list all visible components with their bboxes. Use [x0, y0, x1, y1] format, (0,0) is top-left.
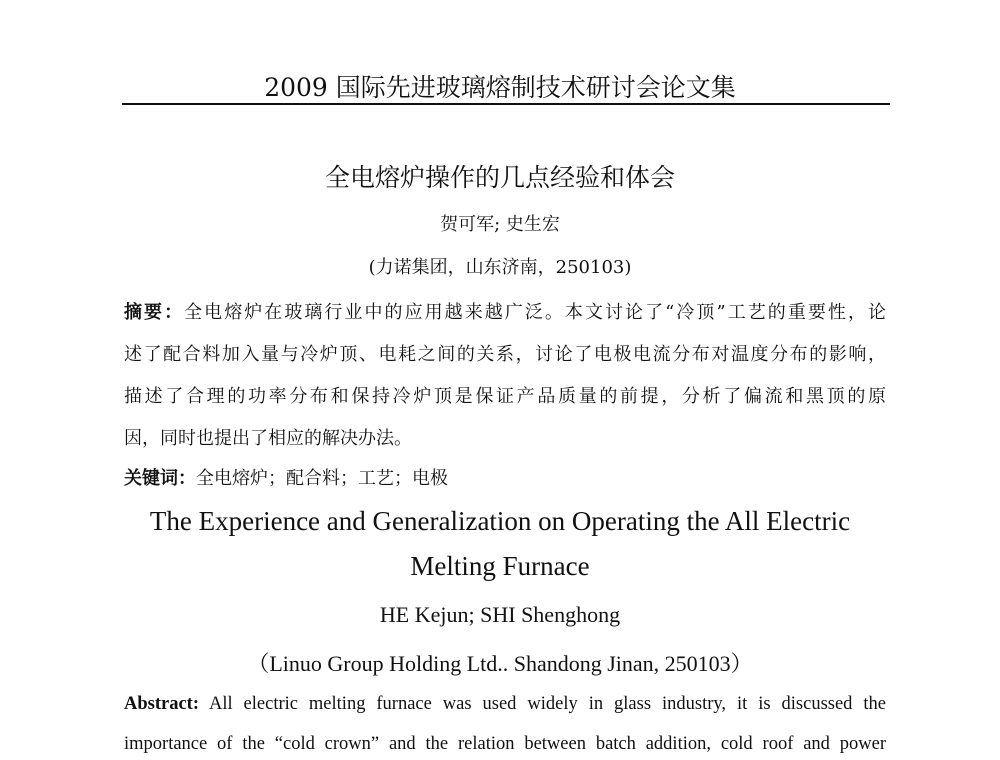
abstract-en-label: Abstract:: [124, 694, 200, 714]
keywords-text: 全电熔炉；配合料；工艺；电极: [196, 468, 448, 489]
paper-title-en-line1: The Experience and Generalization on Operating the All Electric: [149, 506, 851, 536]
paper-title-zh: 全电熔炉操作的几点经验和体会: [324, 163, 675, 192]
affiliation-en: （Linuo Group Holding Ltd.. Shandong Jinan, 250103）: [247, 651, 753, 676]
proceedings-header: 2009 国际先进玻璃熔制技术研讨会论文集: [264, 73, 736, 102]
abstract-zh-line: [124, 298, 886, 324]
abstract-zh-text: 全电熔炉在玻璃行业中的应用越来越广泛。本文讨论了“冷顶”工艺的重要性，论: [184, 302, 887, 323]
authors-zh: 贺可军; 史生宏: [440, 214, 560, 235]
affiliation-zh: (力诺集团，山东济南，250103): [368, 257, 632, 278]
paper-title-en-line2: Melting Furnace: [410, 551, 590, 581]
keywords-zh: [124, 464, 886, 490]
abstract-zh-line: 述了配合料加入量与冷炉顶、电耗之间的关系，讨论了电极电流分布对温度分布的影响，: [124, 344, 886, 365]
abstract-zh-line: 描述了合理的功率分布和保持冷炉顶是保证产品质量的前提，分析了偏流和黑顶的原: [124, 386, 886, 407]
authors-en: HE Kejun; SHI Shenghong: [379, 602, 621, 627]
abstract-en-line: [124, 694, 886, 715]
abstract-zh-label: 摘要：: [124, 302, 185, 323]
abstract-en-line: importance of the “cold crown” and the relation between batch addition, cold roof and power: [124, 734, 886, 754]
keywords-label: 关键词：: [124, 468, 196, 489]
abstract-zh-line: 因，同时也提出了相应的解决办法。: [124, 428, 412, 449]
header-rule: [122, 103, 890, 105]
abstract-en-text: All electric melting furnace was used widely in glass industry, it is discussed the: [208, 694, 886, 714]
